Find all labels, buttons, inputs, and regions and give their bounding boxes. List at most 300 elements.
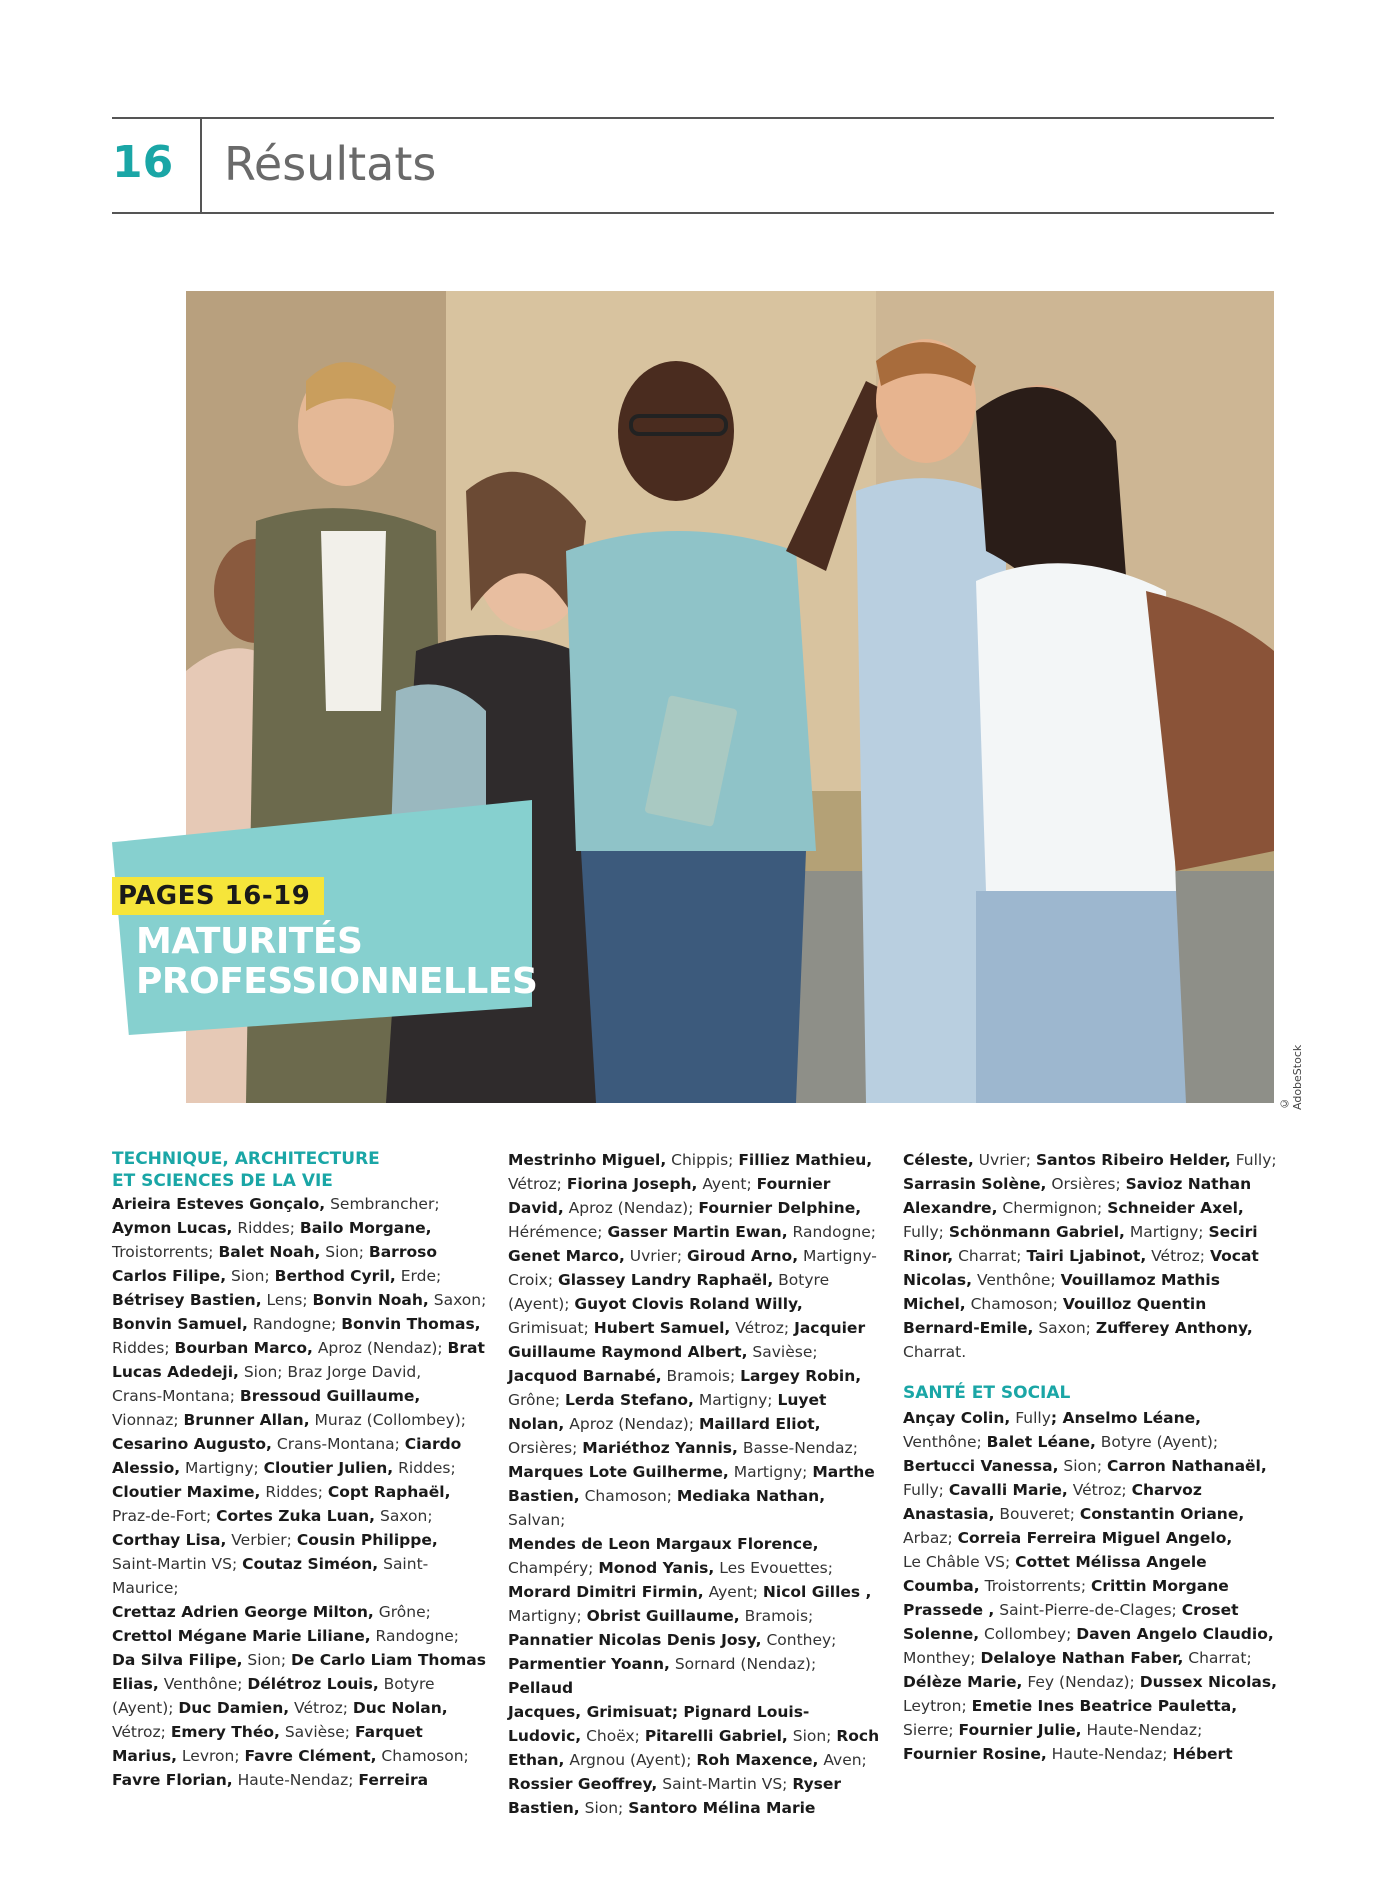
location-text: Choëx; — [581, 1727, 645, 1745]
list-line — [508, 1412, 886, 1436]
location-text: Chermignon; — [997, 1199, 1108, 1217]
student-name: Nicol Gilles , — [762, 1583, 872, 1601]
student-name: David, — [508, 1199, 564, 1217]
student-name: Ryser — [792, 1775, 842, 1793]
student-name: Arieira Esteves Gonçalo, — [112, 1195, 326, 1213]
student-name: Crittin Morgane — [1091, 1577, 1229, 1595]
student-name: Cavalli Marie, — [948, 1481, 1068, 1499]
location-text: Fully; — [903, 1481, 949, 1499]
student-name: Favre Clément, — [244, 1747, 377, 1765]
location-text: Ayent; — [703, 1583, 763, 1601]
location-text: Hérémence; — [508, 1223, 608, 1241]
student-name: Bonvin Samuel, — [112, 1315, 248, 1333]
student-name: Croset — [1181, 1601, 1239, 1619]
student-name: Mariéthoz Yannis, — [582, 1439, 738, 1457]
location-text: Botyre — [378, 1675, 435, 1693]
student-name: Glassey Landry Raphaël, — [557, 1271, 774, 1289]
list-line — [112, 1384, 490, 1408]
list-line — [112, 1528, 490, 1552]
student-name: Marthe — [812, 1463, 875, 1481]
student-name: Corthay Lisa, — [112, 1531, 227, 1549]
location-text: Aproz (Nendaz); — [564, 1415, 699, 1433]
student-name: Bressoud Guillaume, — [239, 1387, 421, 1405]
student-name: Carron Nathanaël, — [1107, 1457, 1267, 1475]
location-text: Ayent; — [697, 1175, 757, 1193]
name-list — [903, 1406, 1281, 1766]
location-text: Saxon; — [428, 1291, 487, 1309]
student-name: Copt Raphaël, — [327, 1483, 451, 1501]
location-text: Aproz (Nendaz); — [312, 1339, 448, 1357]
list-line — [508, 1652, 886, 1700]
list-line — [508, 1700, 886, 1724]
list-line — [112, 1432, 490, 1456]
location-text: Martigny- — [798, 1247, 877, 1265]
list-line — [903, 1220, 1281, 1244]
list-line — [508, 1388, 886, 1412]
student-name: Charvoz — [1131, 1481, 1202, 1499]
location-text: Martigny; — [508, 1607, 587, 1625]
location-text: Venthône; — [972, 1271, 1061, 1289]
location-text: Martigny; — [1124, 1223, 1209, 1241]
location-text: Lens; — [261, 1291, 313, 1309]
student-name: Nolan, — [508, 1415, 565, 1433]
location-text: Martigny; — [728, 1463, 813, 1481]
student-name: Marques Lote Guilherme, — [508, 1463, 729, 1481]
student-name: Parmentier Yoann, — [508, 1655, 670, 1673]
location-text: Randogne; — [370, 1627, 460, 1645]
list-line — [903, 1646, 1281, 1670]
location-text: (Ayent); — [112, 1699, 179, 1717]
location-text: Charrat; — [953, 1247, 1027, 1265]
list-line — [112, 1696, 490, 1720]
list-line — [508, 1748, 886, 1772]
location-text: Sembrancher; — [325, 1195, 440, 1213]
list-line — [903, 1316, 1281, 1340]
list-line — [508, 1172, 886, 1196]
student-name: Filliez Mathieu, — [738, 1151, 873, 1169]
list-line — [112, 1408, 490, 1432]
student-name: Constantin Oriane, — [1079, 1505, 1245, 1523]
student-name: Bastien, — [508, 1799, 580, 1817]
student-name: Jacquod Barnabé, — [508, 1367, 662, 1385]
list-line — [112, 1192, 490, 1216]
list-line — [903, 1454, 1281, 1478]
list-line — [508, 1340, 886, 1364]
student-name: Da Silva Filipe, — [112, 1651, 243, 1669]
student-name: Prassede , — [903, 1601, 995, 1619]
list-line — [903, 1622, 1281, 1646]
location-text: Martigny; — [180, 1459, 264, 1477]
student-name: Coumba, — [903, 1577, 980, 1595]
location-text: Saint-Maurice; — [112, 1555, 429, 1597]
section-heading-technique — [112, 1148, 490, 1192]
location-text: Croix; — [508, 1271, 558, 1289]
student-name: Bonvin Thomas, — [341, 1315, 481, 1333]
student-name: Aymon Lucas, — [112, 1219, 233, 1237]
student-name: Carlos Filipe, — [112, 1267, 227, 1285]
student-name: Morard Dimitri Firmin, — [508, 1583, 704, 1601]
student-name: Bailo Morgane, — [299, 1219, 432, 1237]
student-name: Cousin Philippe, — [296, 1531, 438, 1549]
banner-title-line1: MATURITÉS — [136, 921, 363, 962]
list-line — [903, 1292, 1281, 1316]
location-text: Randogne; — [787, 1223, 877, 1241]
section-heading-sante: SANTÉ ET SOCIAL — [903, 1383, 1071, 1403]
list-line — [112, 1648, 490, 1672]
list-line — [112, 1360, 490, 1384]
student-name: Duc Nolan, — [352, 1699, 448, 1717]
location-text: Le Châble VS; — [903, 1553, 1016, 1571]
student-name: Sarrasin Solène, — [903, 1175, 1047, 1193]
student-name: Ferreira — [358, 1771, 429, 1789]
location-text: Riddes; — [260, 1483, 328, 1501]
location-text: Riddes; — [232, 1219, 300, 1237]
location-text: Praz-de-Fort; — [112, 1507, 217, 1525]
location-text: Saint-Martin VS; — [657, 1775, 793, 1793]
list-line — [903, 1694, 1281, 1718]
list-line — [508, 1604, 886, 1628]
location-text: Sion; Braz Jorge David, — [238, 1363, 422, 1381]
student-name: Emery Théo, — [170, 1723, 280, 1741]
student-name: Ludovic, — [508, 1727, 582, 1745]
section-title: Résultats — [224, 137, 437, 191]
student-name: Ançay Colin, — [903, 1409, 1011, 1427]
list-line — [112, 1336, 490, 1360]
student-name: Jacques, Grimisuat; Pignard Louis- — [508, 1703, 810, 1721]
location-text: Vétroz; — [289, 1699, 353, 1717]
location-text: Venthône; — [158, 1675, 248, 1693]
student-name: Lerda Stefano, — [565, 1391, 694, 1409]
list-line — [508, 1364, 886, 1388]
student-name: Savioz Nathan — [1125, 1175, 1252, 1193]
list-line — [903, 1244, 1281, 1268]
student-name: Jacquier — [794, 1319, 866, 1337]
list-line — [903, 1268, 1281, 1292]
student-name: Rinor, — [903, 1247, 954, 1265]
student-name: Pitarelli Gabriel, — [644, 1727, 788, 1745]
student-name: Délétroz Louis, — [247, 1675, 379, 1693]
student-name: Elias, — [112, 1675, 159, 1693]
student-name: Mendes de Leon Margaux Florence, — [508, 1535, 819, 1553]
list-line — [903, 1148, 1281, 1172]
heading-line: TECHNIQUE, ARCHITECTURE — [112, 1149, 380, 1169]
location-text: Vétroz; — [112, 1723, 171, 1741]
location-text: Saint-Martin VS; — [112, 1555, 243, 1573]
student-name: Délèze Marie, — [903, 1673, 1023, 1691]
location-text: Collombey; — [979, 1625, 1077, 1643]
list-line — [508, 1196, 886, 1220]
location-text: Vétroz; — [730, 1319, 795, 1337]
list-line — [508, 1460, 886, 1484]
student-name: Pannatier Nicolas Denis Josy, — [508, 1631, 762, 1649]
student-name: Brat — [447, 1339, 485, 1357]
location-text: Vétroz; — [1146, 1247, 1210, 1265]
list-line — [112, 1504, 490, 1528]
list-line — [903, 1526, 1281, 1550]
list-line — [112, 1240, 490, 1264]
student-name: Genet Marco, — [508, 1247, 625, 1265]
column-3 — [903, 1148, 1281, 1766]
student-name: Maillard Eliot, — [698, 1415, 821, 1433]
list-line — [508, 1796, 886, 1820]
student-name: Fournier Delphine, — [698, 1199, 862, 1217]
pages-tag: PAGES 16-19 — [112, 877, 324, 915]
student-name: Mediaka Nathan, — [676, 1487, 826, 1505]
list-line — [112, 1624, 490, 1648]
banner-title-line2: PROFESSIONNELLES — [136, 961, 538, 1002]
student-name: ; Anselmo Léane, — [1050, 1409, 1202, 1427]
student-name: Tairi Ljabinot, — [1026, 1247, 1147, 1265]
location-text: Basse-Nendaz; — [737, 1439, 858, 1457]
student-name: Santoro Mélina Marie — [628, 1799, 816, 1817]
student-name: Cottet Mélissa Angele — [1015, 1553, 1207, 1571]
location-text: Champéry; — [508, 1559, 599, 1577]
location-text: Vionnaz; — [112, 1411, 184, 1429]
location-text: Sornard (Nendaz); — [669, 1655, 817, 1673]
student-name: Crettaz Adrien George Milton, — [112, 1603, 374, 1621]
location-text: Muraz (Collombey); — [309, 1411, 467, 1429]
list-line — [903, 1670, 1281, 1694]
photo-credit: © AdobeStock — [1278, 1044, 1304, 1110]
student-name: Giroud Arno, — [687, 1247, 799, 1265]
location-text: Aven; — [818, 1751, 867, 1769]
list-line — [508, 1628, 886, 1652]
location-text: Chamoson; — [579, 1487, 677, 1505]
student-name: Pellaud — [508, 1679, 574, 1697]
student-name: Fournier — [756, 1175, 831, 1193]
column-2 — [508, 1148, 886, 1820]
column-1 — [112, 1148, 490, 1792]
location-text: Charrat. — [903, 1343, 967, 1361]
student-name: Alessio, — [112, 1459, 181, 1477]
student-name: Barroso — [368, 1243, 437, 1261]
student-name: Ciardo — [404, 1435, 462, 1453]
location-text: Verbier; — [226, 1531, 297, 1549]
list-line — [112, 1264, 490, 1288]
student-name: Farquet — [354, 1723, 423, 1741]
student-name: Solenne, — [903, 1625, 980, 1643]
list-line — [903, 1718, 1281, 1742]
location-text: Fully; — [1230, 1151, 1277, 1169]
student-name: Vocat — [1209, 1247, 1259, 1265]
location-text: Chamoson; — [376, 1747, 469, 1765]
list-line — [508, 1772, 886, 1796]
name-list — [112, 1192, 490, 1792]
student-name: Fiorina Joseph, — [566, 1175, 698, 1193]
list-line — [508, 1556, 886, 1580]
list-line — [112, 1744, 490, 1768]
location-text: Botyre — [773, 1271, 830, 1289]
location-text: Saxon; — [375, 1507, 433, 1525]
location-text: Arbaz; — [903, 1529, 958, 1547]
list-line — [508, 1148, 886, 1172]
list-line — [112, 1672, 490, 1696]
student-name: Brunner Allan, — [183, 1411, 310, 1429]
location-text: Aproz (Nendaz); — [563, 1199, 699, 1217]
location-text: Riddes; — [112, 1339, 175, 1357]
list-line — [112, 1312, 490, 1336]
location-text: Erde; — [395, 1267, 442, 1285]
location-text: Sion; — [579, 1799, 629, 1817]
name-list — [508, 1148, 886, 1820]
student-name: Guyot Clovis Roland Willy, — [574, 1295, 803, 1313]
student-name: Guillaume Raymond Albert, — [508, 1343, 748, 1361]
location-text: Saint-Pierre-de-Clages; — [994, 1601, 1182, 1619]
student-name: Daven Angelo Claudio, — [1076, 1625, 1274, 1643]
location-text: (Ayent); — [508, 1295, 575, 1313]
list-line — [508, 1580, 886, 1604]
location-text: Venthône; — [903, 1433, 987, 1451]
student-name: Roch — [836, 1727, 880, 1745]
list-line — [508, 1484, 886, 1532]
list-line — [903, 1574, 1281, 1598]
location-text: Bramois; — [661, 1367, 741, 1385]
location-text: Troistorrents; — [979, 1577, 1092, 1595]
location-text: Crans-Montana; — [112, 1387, 240, 1405]
student-name: Roh Maxence, — [696, 1751, 819, 1769]
student-name: Schönmann Gabriel, — [948, 1223, 1125, 1241]
page-header — [112, 117, 1274, 214]
location-text: Vétroz; — [1067, 1481, 1132, 1499]
location-text: Sion; — [226, 1267, 275, 1285]
location-text: Bramois; — [739, 1607, 814, 1625]
student-name: Rossier Geoffrey, — [508, 1775, 658, 1793]
location-text: Leytron; — [903, 1697, 972, 1715]
student-name: Obrist Guillaume, — [586, 1607, 740, 1625]
list-line — [112, 1456, 490, 1480]
location-text: Les Evouettes; — [714, 1559, 833, 1577]
location-text: Fey (Nendaz); — [1022, 1673, 1140, 1691]
student-name: Schneider Axel, — [1107, 1199, 1244, 1217]
heading-line: ET SCIENCES DE LA VIE — [112, 1171, 333, 1191]
list-line — [903, 1430, 1281, 1454]
list-line — [903, 1478, 1281, 1502]
location-text: Chamoson; — [965, 1295, 1063, 1313]
list-line — [903, 1172, 1281, 1196]
student-name: Berthod Cyril, — [274, 1267, 396, 1285]
location-text: Fully; — [903, 1223, 949, 1241]
location-text: Randogne; — [247, 1315, 342, 1333]
student-name: Fournier Rosine, — [903, 1745, 1047, 1763]
location-text: Bouveret; — [994, 1505, 1080, 1523]
student-name: Coutaz Siméon, — [242, 1555, 379, 1573]
student-name: Hébert — [1172, 1745, 1233, 1763]
student-name: Cesarino Augusto, — [112, 1435, 272, 1453]
location-text: Martigny; — [693, 1391, 778, 1409]
student-name: Crettol Mégane Marie Liliane, — [112, 1627, 371, 1645]
student-name: Dussex Nicolas, — [1139, 1673, 1277, 1691]
name-list — [903, 1148, 1281, 1364]
location-text: Troistorrents; — [112, 1243, 219, 1261]
list-line — [112, 1552, 490, 1600]
student-name: Michel, — [903, 1295, 966, 1313]
location-text: Conthey; — [761, 1631, 837, 1649]
location-text: Riddes; — [393, 1459, 456, 1477]
student-name: Balet Noah, — [218, 1243, 321, 1261]
student-name: Cortes Zuka Luan, — [216, 1507, 376, 1525]
location-text: Argnou (Ayent); — [564, 1751, 697, 1769]
banner-title — [136, 922, 536, 1002]
location-text: Botyre (Ayent); — [1095, 1433, 1219, 1451]
location-text: Haute-Nendaz; — [1046, 1745, 1173, 1763]
location-text: Crans-Montana; — [271, 1435, 405, 1453]
student-name: Duc Damien, — [178, 1699, 290, 1717]
location-text: Savièse; — [747, 1343, 818, 1361]
location-text: Sion; — [320, 1243, 369, 1261]
location-text: Sierre; — [903, 1721, 959, 1739]
list-line — [112, 1216, 490, 1240]
location-text: Saxon; — [1033, 1319, 1096, 1337]
student-name: Alexandre, — [903, 1199, 998, 1217]
student-name: Zufferey Anthony, — [1095, 1319, 1253, 1337]
location-text: Sion; — [242, 1651, 292, 1669]
list-line — [508, 1268, 886, 1292]
student-name: Ethan, — [508, 1751, 565, 1769]
student-name: Cloutier Maxime, — [112, 1483, 261, 1501]
location-text: Sion; — [1058, 1457, 1107, 1475]
header-divider — [200, 119, 202, 212]
student-name: Bonvin Noah, — [312, 1291, 429, 1309]
list-line — [903, 1406, 1281, 1430]
list-line — [112, 1600, 490, 1624]
list-line — [508, 1220, 886, 1244]
student-name: Bastien, — [508, 1487, 580, 1505]
student-name: Fournier Julie, — [958, 1721, 1082, 1739]
list-line — [903, 1502, 1281, 1526]
location-text: Vétroz; — [508, 1175, 567, 1193]
student-name: Marius, — [112, 1747, 177, 1765]
location-text: Grône; — [373, 1603, 431, 1621]
list-line — [508, 1316, 886, 1340]
list-line — [508, 1244, 886, 1268]
student-name: Favre Florian, — [112, 1771, 233, 1789]
list-line — [903, 1598, 1281, 1622]
student-name: Delaloye Nathan Faber, — [980, 1649, 1184, 1667]
list-line — [508, 1436, 886, 1460]
location-text: Levron; — [177, 1747, 245, 1765]
student-name: Mestrinho Miguel, — [508, 1151, 667, 1169]
location-text: Uvrier; — [624, 1247, 688, 1265]
student-name: De Carlo Liam Thomas — [291, 1651, 486, 1669]
student-name: Bernard-Emile, — [903, 1319, 1034, 1337]
list-line — [112, 1768, 490, 1792]
student-name: Hubert Samuel, — [593, 1319, 731, 1337]
student-name: Anastasia, — [903, 1505, 995, 1523]
location-text: Orsières; — [508, 1439, 583, 1457]
location-text: Orsières; — [1046, 1175, 1126, 1193]
location-text: Chippis; — [666, 1151, 739, 1169]
student-name: Correia Ferreira Miguel Angelo, — [957, 1529, 1233, 1547]
list-line — [903, 1550, 1281, 1574]
student-name: Nicolas, — [903, 1271, 973, 1289]
location-text: Uvrier; — [973, 1151, 1036, 1169]
student-name: Balet Léane, — [986, 1433, 1096, 1451]
student-name: Seciri — [1208, 1223, 1258, 1241]
student-name: Gasser Martin Ewan, — [607, 1223, 788, 1241]
student-name: Lucas Adedeji, — [112, 1363, 239, 1381]
location-text: Salvan; — [508, 1511, 566, 1529]
student-name: Vouilloz Quentin — [1062, 1295, 1207, 1313]
list-line — [112, 1288, 490, 1312]
list-line — [112, 1480, 490, 1504]
list-line — [903, 1742, 1281, 1766]
student-name: Emetie Ines Beatrice Pauletta, — [971, 1697, 1238, 1715]
location-text: Haute-Nendaz; — [1081, 1721, 1203, 1739]
student-name: Bertucci Vanessa, — [903, 1457, 1059, 1475]
list-line — [508, 1292, 886, 1316]
student-name: Largey Robin, — [740, 1367, 862, 1385]
list-line — [508, 1532, 886, 1556]
